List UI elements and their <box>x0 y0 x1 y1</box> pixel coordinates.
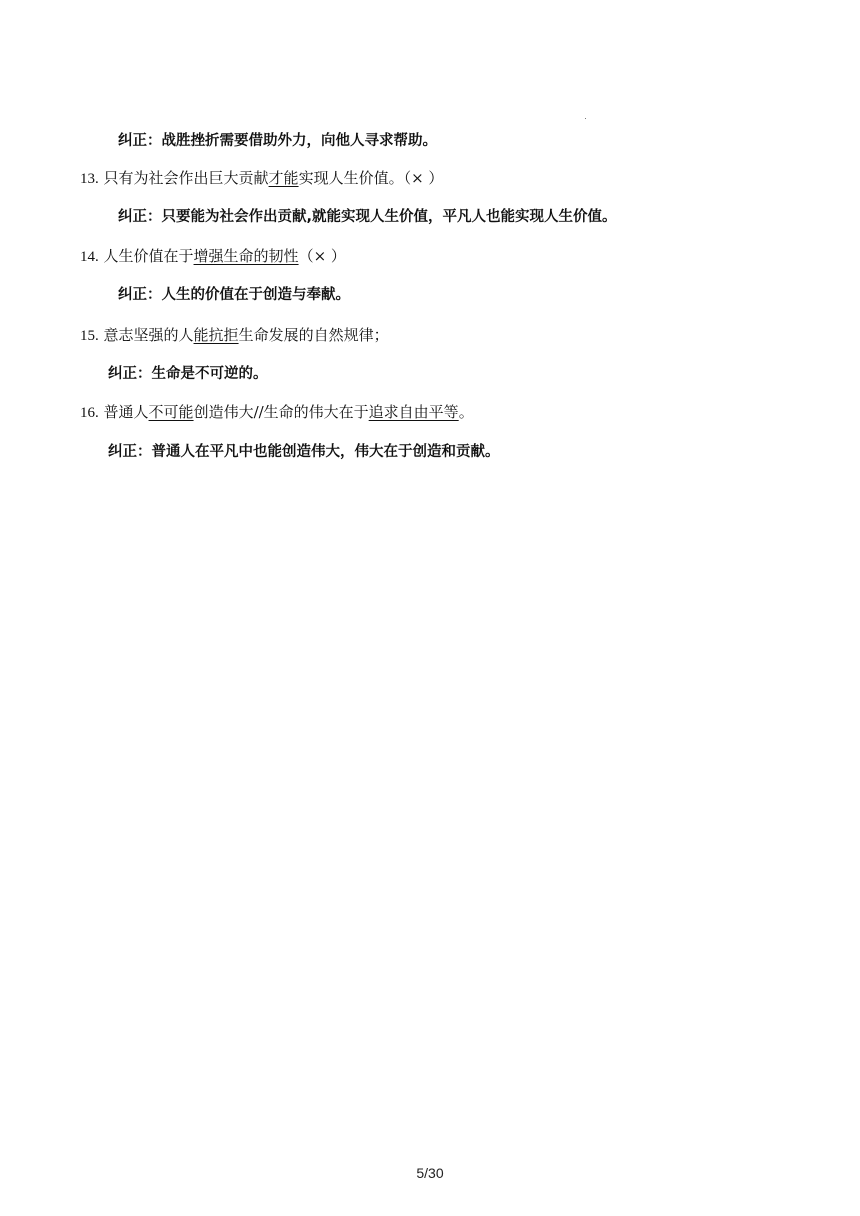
underlined-phrase: 能抗拒 <box>193 326 239 344</box>
statement-part: 生命发展的自然规律； <box>238 326 389 344</box>
item-number: 13. <box>80 171 99 187</box>
correction-text: 人生的价值在于创造与奉献。 <box>161 287 350 303</box>
correction-text: 普通人在平凡中也能创造伟大，伟大在于创造和贡献。 <box>151 444 500 460</box>
statement-part: 普通人 <box>103 403 149 421</box>
statement-text <box>104 403 474 421</box>
statement-part: 。 <box>458 403 474 421</box>
correction-label: 纠正： <box>118 287 162 303</box>
correction-label: 纠正： <box>108 444 152 460</box>
correction-line-12 <box>118 131 437 151</box>
statement-part: 人生价值在于 <box>103 247 194 265</box>
underlined-phrase: 才能 <box>268 169 299 187</box>
underlined-phrase: 不可能 <box>148 403 194 421</box>
correction-text: 战胜挫折需要借助外力，向他人寻求帮助。 <box>161 133 437 149</box>
statement-16 <box>80 402 474 423</box>
statement-14 <box>80 246 346 267</box>
statement-text <box>104 247 346 265</box>
statement-15 <box>80 325 389 346</box>
underlined-phrase: 增强生命的韧性 <box>193 247 299 265</box>
correction-text: 只要能为社会作出贡献,就能实现人生价值，平凡人也能实现人生价值。 <box>161 209 617 225</box>
correction-line-15 <box>108 364 268 384</box>
statement-part: 实现人生价值。（× ） <box>298 169 444 187</box>
item-number: 14. <box>80 249 99 265</box>
correction-label: 纠正： <box>118 209 162 225</box>
statement-part: 只有为社会作出巨大贡献 <box>103 169 269 187</box>
correction-label: 纠正： <box>108 366 152 382</box>
correction-line-16 <box>108 442 500 462</box>
statement-13 <box>80 168 443 189</box>
correction-line-14 <box>118 285 350 305</box>
correction-line-13 <box>118 207 617 227</box>
correction-text: 生命是不可逆的。 <box>151 366 268 382</box>
item-number: 15. <box>80 328 99 344</box>
item-number: 16. <box>80 405 99 421</box>
statement-part: 意志坚强的人 <box>103 326 194 344</box>
scan-speck <box>585 118 586 119</box>
statement-part: 创造伟大//生命的伟大在于 <box>193 403 369 421</box>
page-number: 5/30 <box>416 1165 444 1181</box>
correction-label: 纠正： <box>118 133 162 149</box>
statement-text <box>104 169 444 187</box>
statement-part: （× ） <box>298 247 346 265</box>
statement-text <box>104 326 389 344</box>
underlined-phrase: 追求自由平等 <box>368 403 459 421</box>
